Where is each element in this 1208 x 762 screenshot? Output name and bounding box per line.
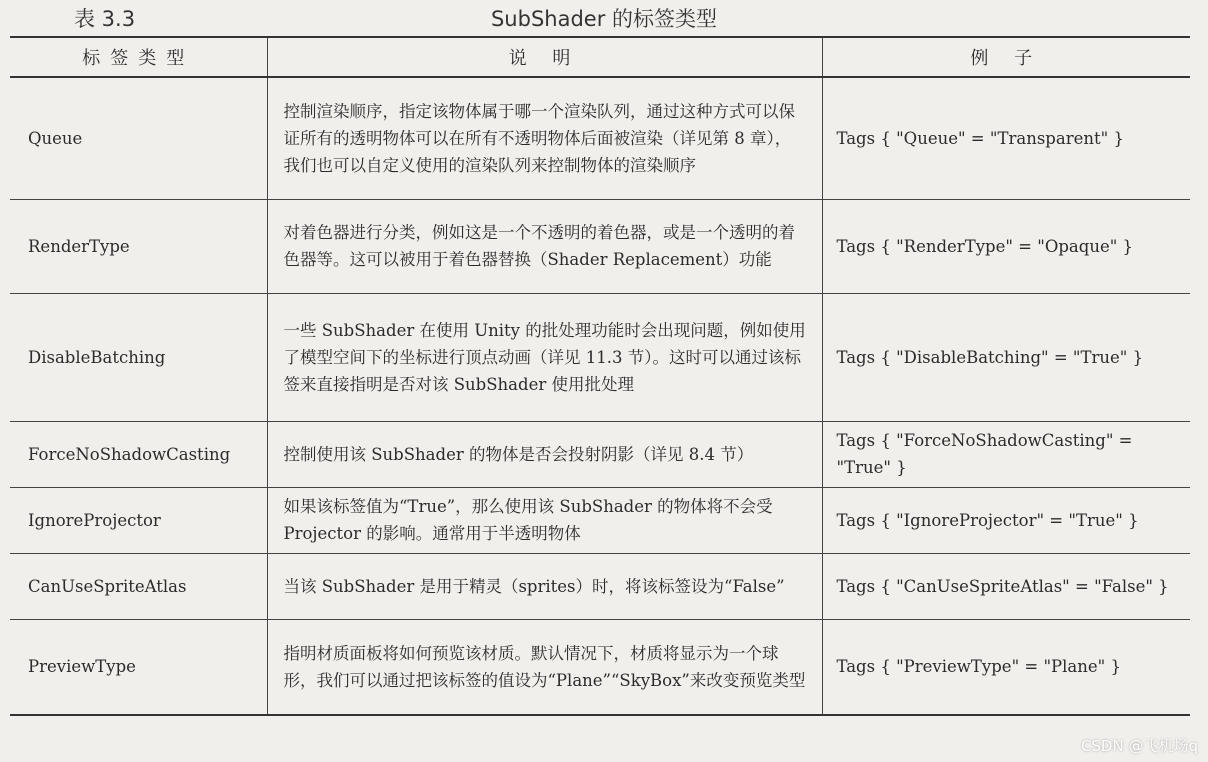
tag-example: Tags { "ForceNoShadowCasting" = "True" } <box>822 421 1190 487</box>
tag-name: Queue <box>10 77 267 199</box>
table-row <box>10 619 1190 715</box>
tag-example: Tags { "DisableBatching" = "True" } <box>822 293 1190 421</box>
tag-name: DisableBatching <box>10 293 267 421</box>
tag-example: Tags { "CanUseSpriteAtlas" = "False" } <box>822 553 1190 619</box>
table-caption <box>0 0 1208 34</box>
tag-name: IgnoreProjector <box>10 487 267 553</box>
tag-name: PreviewType <box>10 619 267 715</box>
tag-example: Tags { "PreviewType" = "Plane" } <box>822 619 1190 715</box>
subshader-tags-table <box>10 36 1190 716</box>
table-number: 表 3.3 <box>74 7 136 31</box>
header-example: 例 子 <box>822 37 1190 77</box>
tag-name: CanUseSpriteAtlas <box>10 553 267 619</box>
tag-description: 控制渲染顺序，指定该物体属于哪一个渲染队列，通过这种方式可以保证所有的透明物体可以在所有不透明物体后面被渲染（详见第 8 章），我们也可以自定义使用的渲染队列来控制物体的渲染顺序 <box>267 77 822 199</box>
table-row <box>10 293 1190 421</box>
tag-example: Tags { "RenderType" = "Opaque" } <box>822 199 1190 293</box>
tag-description: 对着色器进行分类，例如这是一个不透明的着色器，或是一个透明的着色器等。这可以被用于着色器替换（Shader Replacement）功能 <box>267 199 822 293</box>
table-row <box>10 199 1190 293</box>
tag-description: 当该 SubShader 是用于精灵（sprites）时，将该标签设为“False” <box>267 553 822 619</box>
tag-description: 一些 SubShader 在使用 Unity 的批处理功能时会出现问题，例如使用了模型空间下的坐标进行顶点动画（详见 11.3 节）。这时可以通过该标签来直接指明是否对该 SubShader 使用批处理 <box>267 293 822 421</box>
table-row <box>10 487 1190 553</box>
tag-name: RenderType <box>10 199 267 293</box>
header-description: 说 明 <box>267 37 822 77</box>
tag-example: Tags { "IgnoreProjector" = "True" } <box>822 487 1190 553</box>
header-tag-type: 标签类型 <box>10 37 267 77</box>
tag-name: ForceNoShadowCasting <box>10 421 267 487</box>
tag-description: 如果该标签值为“True”，那么使用该 SubShader 的物体将不会受 Projector 的影响。通常用于半透明物体 <box>267 487 822 553</box>
table-title: SubShader 的标签类型 <box>490 7 718 31</box>
table-row <box>10 553 1190 619</box>
tag-description: 指明材质面板将如何预览该材质。默认情况下，材质将显示为一个球形，我们可以通过把该标签的值设为“Plane”“SkyBox”来改变预览类型 <box>267 619 822 715</box>
table-row <box>10 421 1190 487</box>
header-row <box>10 37 1190 77</box>
tag-description: 控制使用该 SubShader 的物体是否会投射阴影（详见 8.4 节） <box>267 421 822 487</box>
tag-example: Tags { "Queue" = "Transparent" } <box>822 77 1190 199</box>
watermark: CSDN @飞机场q <box>1080 737 1198 755</box>
table-row <box>10 77 1190 199</box>
